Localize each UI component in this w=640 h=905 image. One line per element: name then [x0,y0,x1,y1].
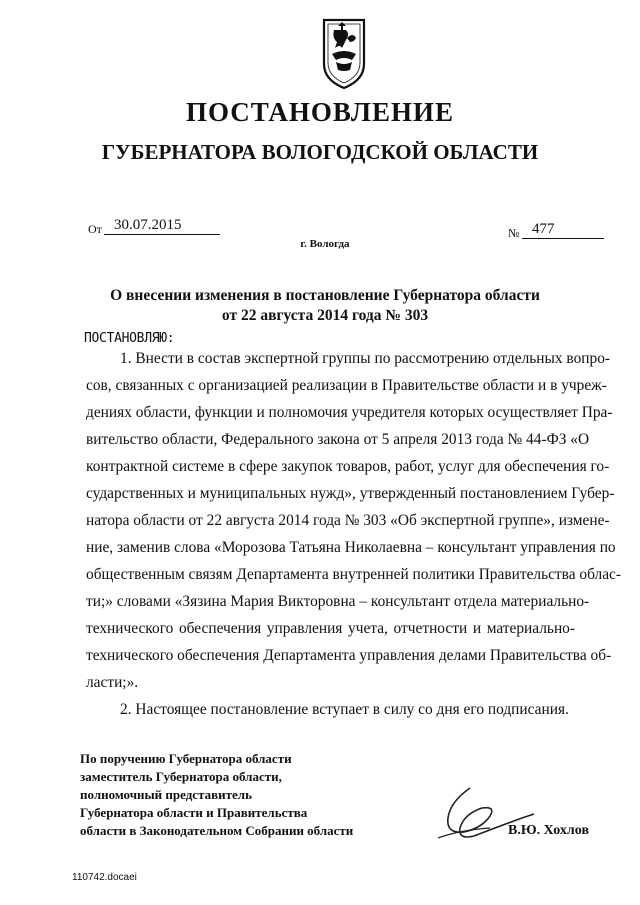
signature-line: полномочный представитель [80,787,252,802]
body-line: 1. Внести в состав экспертной группы по рассмотрению отдельных вопро- [120,350,611,367]
body-line: сов, связанных с организацией реализации в Правительстве области и в учреж- [86,377,607,394]
heading-line-1: О внесении изменения в постановление Губернатора области [110,287,540,304]
body-line: технического обеспечения управления учета, отчетности и материально- [86,620,575,637]
body-line: технического обеспечения Департамента управления делами Правительства об- [86,647,612,664]
body-line: контрактной системе в сфере закупок товаров, работ, услуг для обеспечения го- [86,458,610,475]
body-line: ти;» словами «Зязина Мария Викторовна – консультант отдела материально- [86,593,590,610]
body-line: дениях области, функции и полномочия учредителя которых осуществляет Пра- [86,404,613,421]
number-label: № [508,226,520,240]
file-reference: 110742.docaei [72,872,137,883]
body-line: вительство области, Федерального закона от 5 апреля 2013 года № 44-ФЗ «О [86,431,590,448]
signature-line: заместитель Губернатора области, [80,769,282,784]
date-value: 30.07.2015 [104,216,220,235]
signatory-name: В.Ю. Хохлов [508,823,589,838]
decree-word: ПОСТАНОВЛЯЮ: [84,331,175,346]
handwritten-signature-icon [430,780,540,850]
body-line: ласти;». [86,674,139,691]
coat-of-arms-icon [320,18,368,90]
heading-line-2: от 22 августа 2014 года № 303 [221,307,429,324]
document-subtitle: ГУБЕРНАТОРА ВОЛОГОДСКОЙ ОБЛАСТИ [101,140,539,164]
city-label: г. Вологда [300,238,350,250]
signature-line: области в Законодательном Собрании области [80,823,354,838]
document-title: ПОСТАНОВЛЕНИЕ [185,97,455,127]
number-value: 477 [522,220,604,239]
signature-line: По поручению Губернатора области [80,751,292,766]
signature-line: Губернатора области и Правительства [80,805,308,820]
paragraph-2: 2. Настоящее постановление вступает в силу со дня его подписания. [120,701,569,718]
body-line: натора области от 22 августа 2014 года № 303 «Об экспертной группе», измене- [86,512,610,529]
body-line: сударственных и муниципальных нужд», утвержденный постановлением Губер- [86,485,615,502]
body-line: ние, заменив слова «Морозова Татьяна Николаевна – консультант управления по [86,539,616,556]
document-heading [80,286,570,326]
date-label: От [88,222,102,236]
body-line: общественным связям Департамента внутренней политики Правительства облас- [86,566,622,583]
